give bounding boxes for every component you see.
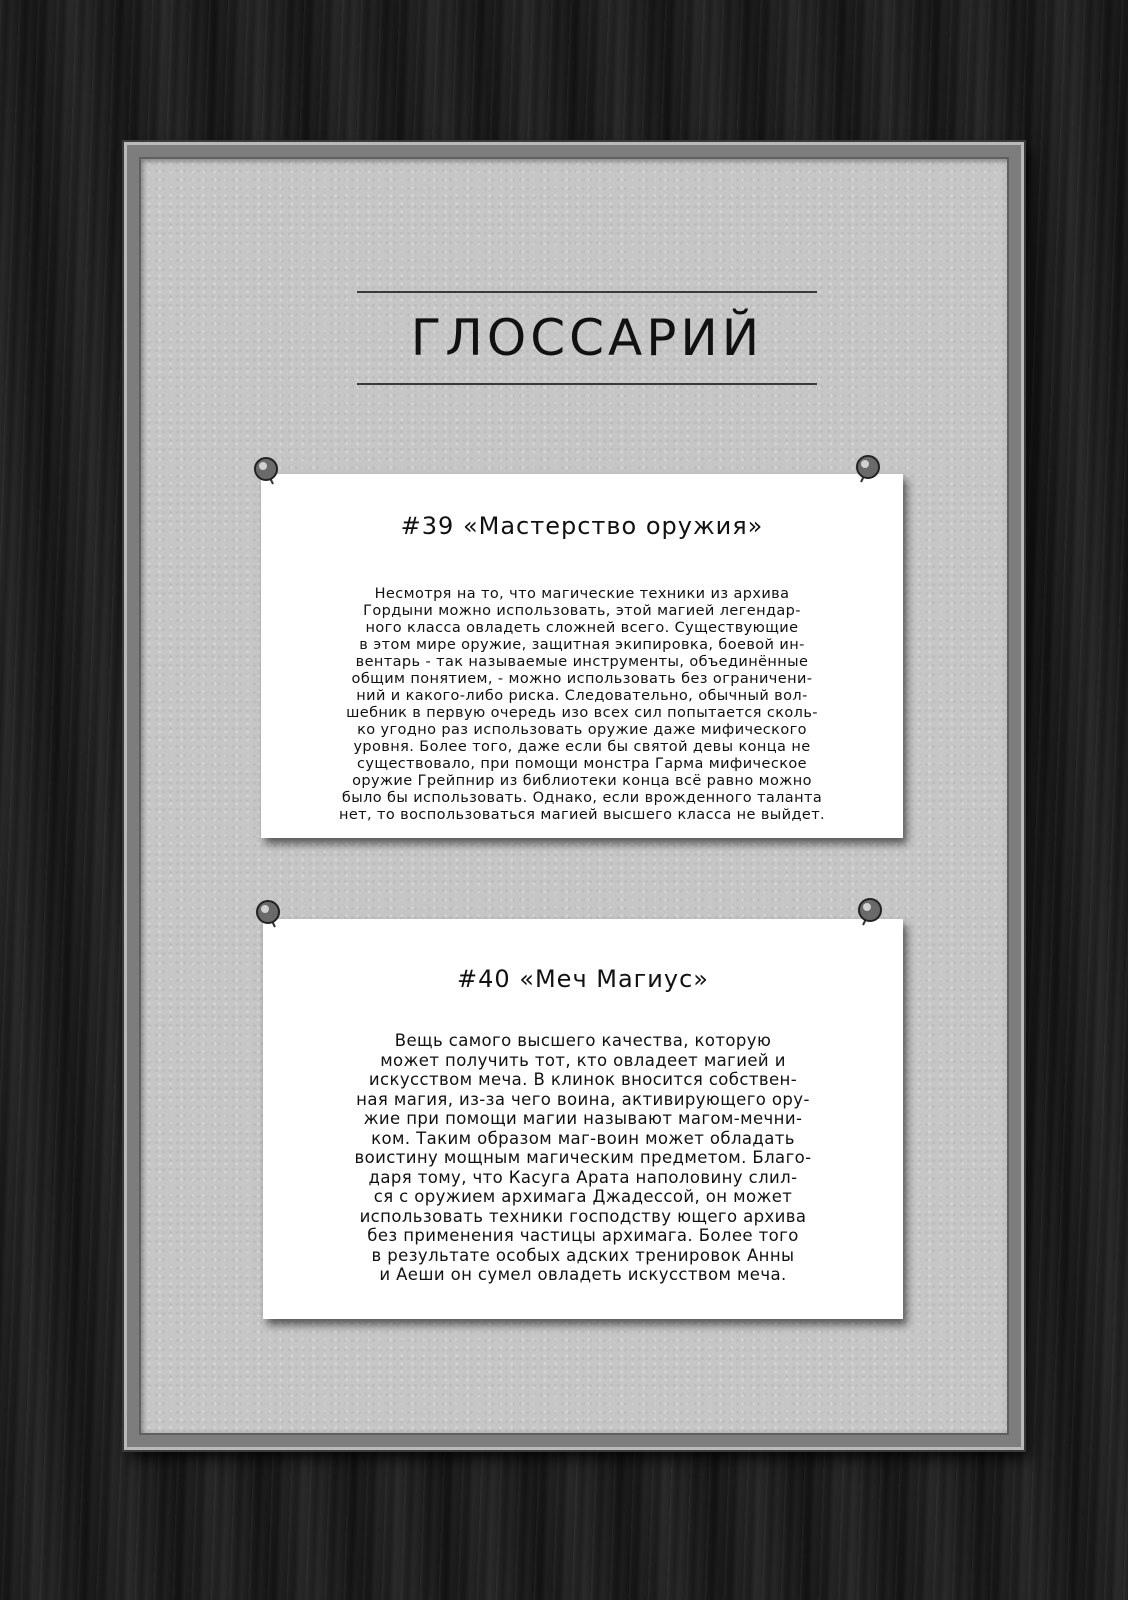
pushpin-icon (851, 895, 885, 929)
pushpin-icon (849, 452, 883, 486)
page-title: ГЛОССАРИЙ (410, 309, 764, 367)
glossary-heading: #39 «Мастерство оружия» (400, 512, 764, 540)
page-title-block (357, 291, 817, 385)
glossary-text: Вещь самого высшего качества, которую может получить тот, кто овладеет магией и искусством меча. В клинок вносится собствен- ная магия, из-за чего воина, активирующего ору- жие при помощи магии называют магом-мечни- ком. Таким образом маг-воин может обладать воистину мощным магическим предметом. Благо- даря тому, что Касуга Арата наполовину слил- ся с оружием архимага Джадессой, он может использовать техники господству ющего архива без применения частицы архимага. Более того в результате особых адских тренировок Анны и Аеши он сумел овладеть искусством меча. (354, 1031, 812, 1284)
board-surface (139, 157, 1009, 1435)
pushpin-icon (253, 897, 287, 931)
glossary-card-39 (261, 474, 903, 838)
bulletin-board (124, 142, 1024, 1450)
pushpin-icon (251, 454, 285, 488)
glossary-heading: #40 «Меч Магиус» (457, 965, 709, 993)
glossary-text: Несмотря на то, что магические техники из архива Гордыни можно использовать, этой магией легендар- ного класса овладеть сложней всего. Существующие в этом мире оружие, защитная экипировка, боевой ин- вентарь - так называемые инструменты, объединённые общим понятием, - можно использовать без ограничени- ний и какого-либо риска. Следовательно, обычный вол- шебник в первую очередь изо всех сил попытается сколь- ко угодно раз использовать оружие даже мифического уровня. Более того, даже если бы святой девы конца не существовало, при помощи монстра Гарма мифическое оружие Грейпнир из библиотеки конца всё равно можно было бы использовать. Однако, если врожденного таланта нет, то воспользоваться магией высшего класса не выйдет. (338, 586, 826, 823)
glossary-card-40 (263, 919, 903, 1319)
